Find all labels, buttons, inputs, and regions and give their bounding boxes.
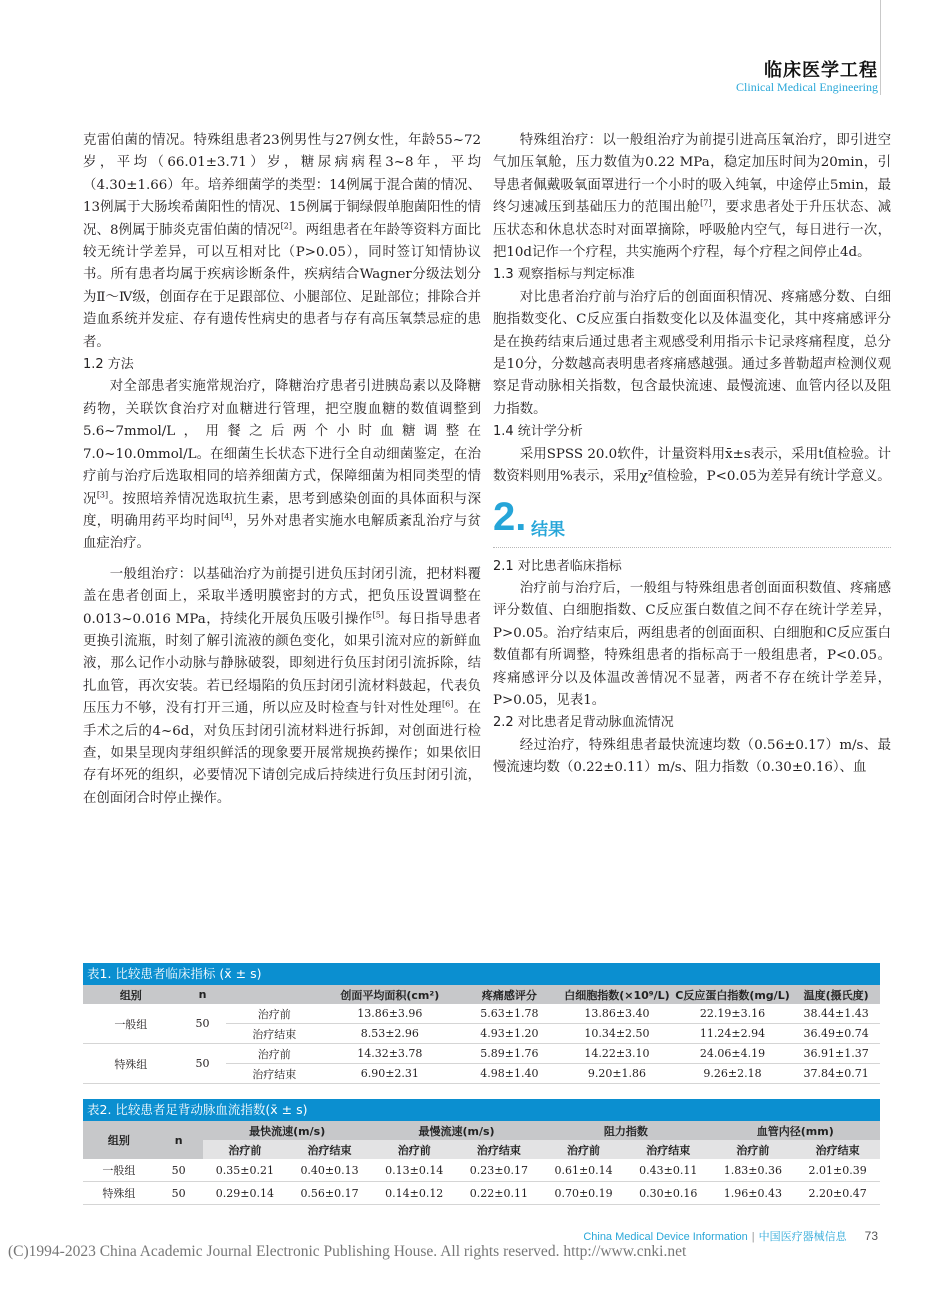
page-number: 73: [864, 1229, 878, 1243]
table-header-cell: n: [179, 985, 227, 1004]
value-cell: 0.23±0.17: [457, 1159, 542, 1182]
table-subheader-cell: 治疗前: [711, 1140, 796, 1159]
paragraph: 经过治疗，特殊组患者最快流速均数（0.56±0.17）m/s、最慢流速均数（0.22±0.11）m/s、阻力指数（0.30±0.16）、血: [493, 737, 891, 776]
value-cell: 0.29±0.14: [203, 1182, 288, 1205]
table-1: [83, 963, 880, 1084]
value-cell: 9.26±2.18: [673, 1064, 793, 1084]
value-cell: 36.91±1.37: [792, 1044, 880, 1064]
value-cell: 9.20±1.86: [561, 1064, 673, 1084]
table-header-cell: 阻力指数: [541, 1121, 710, 1140]
journal-title-en: Clinical Medical Engineering: [736, 80, 878, 94]
n-cell: 50: [155, 1159, 203, 1182]
footer-journal-cn: 中国医疗器械信息: [758, 1231, 847, 1243]
value-cell: 24.06±4.19: [673, 1044, 793, 1064]
table-row: [83, 1004, 880, 1024]
stage-cell: 治疗前: [226, 1004, 322, 1024]
table-subheader-cell: 治疗前: [372, 1140, 457, 1159]
table-header-cell: 组别: [83, 1121, 155, 1159]
value-cell: 14.32±3.78: [322, 1044, 457, 1064]
table-header-cell: 温度(摄氏度): [792, 985, 880, 1004]
table-subheader-cell: 治疗结束: [795, 1140, 880, 1159]
value-cell: 14.22±3.10: [561, 1044, 673, 1064]
table-header-cell: C反应蛋白指数(mg/L): [673, 985, 793, 1004]
right-column: [493, 130, 891, 780]
section-heading-observation: 1.3 观察指标与判定标准: [493, 267, 635, 283]
stage-cell: 治疗结束: [226, 1064, 322, 1084]
value-cell: 0.30±0.16: [626, 1182, 711, 1205]
value-cell: 5.63±1.78: [458, 1004, 562, 1024]
paragraph: 一般组治疗：以基础治疗为前提引进负压封闭引流，把材料覆盖在患者创面上，采取半透明膜密封的方式，把负压设置调整在0.013~0.016 MPa，持续化开展负压吸引操作[5]。每日指导患者更换引流瓶，时刻了解引流液的颜色变化，如果引流对应的新鲜血液，那么记作小动脉与静脉破裂，即刻进行负压封闭引流拆除，结扎血管，再次安装。若已经塌陷的负压封闭引流材料鼓起，代表负压压力不够，没有打开三通，所以应及时检查与针对性处理[6]。在手术之后的4~6d，对负压封闭引流材料进行拆卸，对创面进行检查，如果呈现肉芽组织鲜活的现象要开展常规换药操作；如果依旧存有坏死的组织，必要情况下请创完成后持续进行负压封闭引流，在创面闭合时停止操作。: [83, 566, 482, 806]
value-cell: 8.53±2.96: [322, 1024, 457, 1044]
value-cell: 2.01±0.39: [795, 1159, 880, 1182]
n-cell: 50: [179, 1044, 227, 1084]
journal-title-cn: 临床医学工程: [764, 60, 878, 81]
value-cell: 0.13±0.14: [372, 1159, 457, 1182]
value-cell: 10.34±2.50: [561, 1024, 673, 1044]
paragraph: 克雷伯菌的情况。特殊组患者23例男性与27例女性，年龄55~72岁，平均（66.01±3.71）岁，糖尿病病程3~8年，平均（4.30±1.66）年。培养细菌学的类型：14例属于混合菌的情况、13例属于大肠埃希菌阳性的情况、15例属于铜绿假单胞菌阳性的情况、8例属于肺炎克雷伯菌的情况[2]。两组患者在年龄等资料方面比较无统计学差异，可以互相对比（P>0.05），同时签订知情协议书。所有患者均属于疾病诊断条件，疾病结合Wagner分级法划分为Ⅱ～Ⅳ级，创面存在于足跟部位、小腿部位、足趾部位；排除合并造血系统并发症、存有遗传性病史的患者与存有高压氧禁忌症的患者。: [83, 133, 481, 350]
left-column: [83, 130, 481, 810]
table-row: [83, 1182, 880, 1205]
copyright-notice: (C)1994-2023 China Academic Journal Electronic Publishing House. All rights reserved. http://www.cnki.net: [8, 1243, 687, 1260]
table-header-cell: 血管内径(mm): [711, 1121, 880, 1140]
table-2-grid: [83, 1121, 880, 1205]
footer-journal-en: China Medical Device Information: [583, 1231, 748, 1243]
paragraph: 对全部患者实施常规治疗，降糖治疗患者引进胰岛素以及降糖药物，关联饮食治疗对血糖进行管理，把空腹血糖的数值调整到5.6~7mmol/L，用餐之后两个小时血糖调整在7.0~10.0mmol/L。在细菌生长状态下进行全自动细菌鉴定，在治疗前与治疗后选取相同的培养细菌方式，保障细菌为相同类型的情况[3]。按照培养情况选取抗生素，思考到感染创面的具体面积与深度，明确用药平均时间[4]，另外对患者实施水电解质紊乱治疗与贫血症治疗。: [83, 379, 482, 552]
value-cell: 0.43±0.11: [626, 1159, 711, 1182]
table-2: [83, 1099, 880, 1205]
section-heading-methods: 1.2 方法: [83, 357, 134, 373]
table-header-cell: 白细胞指数(×10⁹/L): [561, 985, 673, 1004]
stage-cell: 治疗前: [226, 1044, 322, 1064]
table-header-cell: [226, 985, 322, 1004]
value-cell: 0.56±0.17: [287, 1182, 372, 1205]
table-header-cell: 最快流速(m/s): [203, 1121, 372, 1140]
value-cell: 0.14±0.12: [372, 1182, 457, 1205]
stage-cell: 治疗结束: [226, 1024, 322, 1044]
value-cell: 0.22±0.11: [457, 1182, 542, 1205]
value-cell: 11.24±2.94: [673, 1024, 793, 1044]
value-cell: 13.86±3.96: [322, 1004, 457, 1024]
value-cell: 4.93±1.20: [458, 1024, 562, 1044]
value-cell: 0.61±0.14: [541, 1159, 626, 1182]
header-divider: [880, 0, 881, 95]
paragraph: 对比患者治疗前与治疗后的创面面积情况、疼痛感分数、白细胞指数变化、C反应蛋白指数变化以及体温变化，其中疼痛感评分是在换药结束后通过患者主观感受利用指示卡记录疼痛程度，总分是10分，分数越高表明患者疼痛感越强。通过多普勒超声检测仪观察足背动脉相关指数，包含最快流速、最慢流速、血管内径以及阻力指数。: [493, 289, 891, 417]
group-name-cell: 一般组: [83, 1159, 155, 1182]
paragraph: 采用SPSS 20.0软件，计量资料用x̄±s表示，采用t值检验。计数资料则用%表示，采用χ²值检验，P<0.05为差异有统计学意义。: [493, 446, 891, 485]
table-row: [83, 1044, 880, 1064]
value-cell: 0.35±0.21: [203, 1159, 288, 1182]
value-cell: 1.83±0.36: [711, 1159, 796, 1182]
value-cell: 22.19±3.16: [673, 1004, 793, 1024]
section-heading-2-2: 2.2 对比患者足背动脉血流情况: [493, 715, 674, 731]
value-cell: 6.90±2.31: [322, 1064, 457, 1084]
section-number: 2.: [493, 494, 527, 539]
table-1-grid: [83, 985, 880, 1084]
table-header-cell: 最慢流速(m/s): [372, 1121, 541, 1140]
group-name-cell: 一般组: [83, 1004, 179, 1044]
value-cell: 1.96±0.43: [711, 1182, 796, 1205]
n-cell: 50: [155, 1182, 203, 1205]
table-subheader-cell: 治疗结束: [626, 1140, 711, 1159]
paragraph: 治疗前与治疗后，一般组与特殊组患者创面面积数值、疼痛感评分数值、白细胞指数、C反应蛋白数值之间不存在统计学差异，P>0.05。治疗结束后，两组患者的创面面积、白细胞和C反应蛋白数值都有所调整，特殊组患者的指标高于一般组患者，P<0.05。疼痛感评分以及体温改善情况不显著，两者不存在统计学差异，P>0.05，见表1。: [493, 580, 891, 708]
table-subheader-cell: 治疗结束: [287, 1140, 372, 1159]
section-header-results: [493, 494, 891, 548]
page-footer: [583, 1228, 878, 1244]
footer-separator: |: [751, 1231, 755, 1243]
value-cell: 0.40±0.13: [287, 1159, 372, 1182]
value-cell: 38.44±1.43: [792, 1004, 880, 1024]
table-header-cell: 组别: [83, 985, 179, 1004]
table-row: [83, 1159, 880, 1182]
section-heading-2-1: 2.1 对比患者临床指标: [493, 558, 622, 574]
paragraph: 特殊组治疗：以一般组治疗为前提引进高压氧治疗，即引进空气加压氧舱，压力数值为0.22 MPa，稳定加压时间为20min，引导患者佩戴吸氧面罩进行一个小时的吸入纯氧，中途停止5min，最终匀速减压到基础压力的范围出舱[7]，要求患者处于升压状态、减压状态和休息状态时对面罩摘除，呼吸舱内空气，每日进行一次，把10d记作一个疗程，共实施两个疗程，每个疗程之间停止4d。: [493, 133, 892, 261]
table-header-cell: n: [155, 1121, 203, 1159]
value-cell: 36.49±0.74: [792, 1024, 880, 1044]
value-cell: 0.70±0.19: [541, 1182, 626, 1205]
value-cell: 5.89±1.76: [458, 1044, 562, 1064]
table-header-cell: 疼痛感评分: [458, 985, 562, 1004]
value-cell: 13.86±3.40: [561, 1004, 673, 1024]
table-subheader-cell: 治疗结束: [457, 1140, 542, 1159]
table-subheader-cell: 治疗前: [541, 1140, 626, 1159]
table-caption: 表1. 比较患者临床指标 (x̄ ± s): [83, 963, 880, 985]
section-title: 结果: [531, 519, 565, 540]
table-subheader-cell: 治疗前: [203, 1140, 288, 1159]
group-name-cell: 特殊组: [83, 1182, 155, 1205]
table-header-cell: 创面平均面积(cm²): [322, 985, 457, 1004]
table-caption: 表2. 比较患者足背动脉血流指数(x̄ ± s): [83, 1099, 880, 1121]
n-cell: 50: [179, 1004, 227, 1044]
value-cell: 4.98±1.40: [458, 1064, 562, 1084]
group-name-cell: 特殊组: [83, 1044, 179, 1084]
value-cell: 2.20±0.47: [795, 1182, 880, 1205]
value-cell: 37.84±0.71: [792, 1064, 880, 1084]
section-heading-statistics: 1.4 统计学分析: [493, 424, 583, 440]
